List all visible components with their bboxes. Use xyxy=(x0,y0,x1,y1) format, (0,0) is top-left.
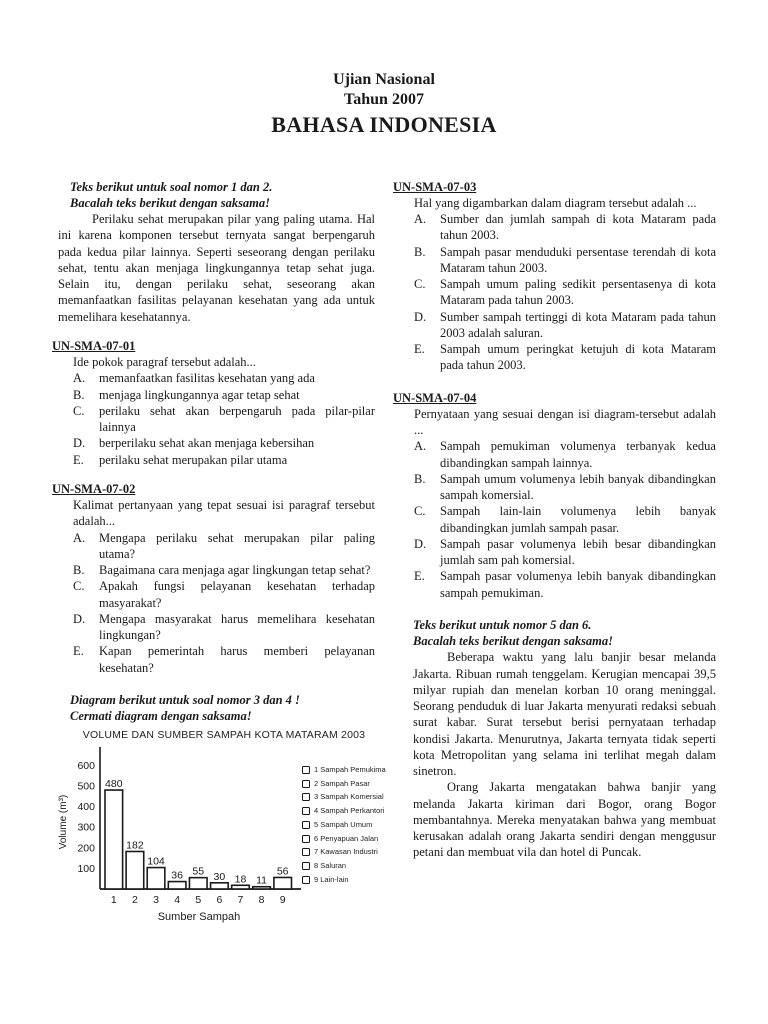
option-row xyxy=(73,562,375,578)
option-letter: C. xyxy=(414,277,426,291)
legend-item xyxy=(302,806,392,816)
option-letter: E. xyxy=(414,569,425,584)
option-text: memanfaatkan fasilitas kesehatan yang ada xyxy=(99,371,315,386)
bar xyxy=(126,851,144,889)
option-text: Bagaimana cara menjaga agar lingkungan tetap sehat? xyxy=(99,563,371,577)
option-text: Apakah fungsi pelayanan kesehatan terhadap masyarakat? xyxy=(99,579,375,610)
question-2-options xyxy=(73,530,375,676)
legend-item xyxy=(302,834,392,844)
option-row xyxy=(73,370,375,386)
bar-value-label: 55 xyxy=(192,865,205,878)
bar xyxy=(253,887,271,889)
y-tick-label: 400 xyxy=(77,800,95,813)
two-column-layout xyxy=(0,179,768,925)
option-letter: D. xyxy=(414,536,427,551)
bar-value-label: 182 xyxy=(126,839,144,852)
y-axis-label: Volume (m³) xyxy=(58,794,69,850)
legend-label: 4 Sampah Perkantori xyxy=(314,806,385,816)
legend-item xyxy=(302,792,392,802)
bar-value-label: 30 xyxy=(213,870,226,883)
option-text: Sampah lain-lain volumenya lebih banyak dibandingkan jumlah sampah pasar. xyxy=(440,504,716,535)
exam-name: Ujian Nasional xyxy=(333,71,435,88)
option-row xyxy=(414,568,716,601)
legend-item xyxy=(302,779,392,789)
question-3-stem: Hal yang digambarkan dalam diagram tersebut adalah ... xyxy=(414,195,697,210)
option-text: Sampah umum peringkat ketujuh di kota Mataram pada tahun 2003. xyxy=(440,342,716,373)
intro-block-1 xyxy=(52,179,375,325)
bar-value-label: 56 xyxy=(276,865,289,878)
option-text: Sampah pasar menduduki persentase terendah di kota Mataram tahun 2003. xyxy=(440,244,716,275)
legend-item xyxy=(302,861,392,871)
option-letter: A. xyxy=(73,371,86,386)
question-2-body xyxy=(73,497,375,676)
diagram-note-line1: Diagram berikut untuk soal nomor 3 dan 4 ! xyxy=(70,692,300,707)
x-tick-label: 3 xyxy=(153,893,159,906)
option-row xyxy=(73,435,375,451)
question-3-code: UN-SMA-07-03 xyxy=(393,179,477,194)
legend-checkbox-icon xyxy=(302,766,310,774)
x-tick-label: 8 xyxy=(258,893,265,906)
legend-checkbox-icon xyxy=(302,793,310,801)
option-letter: B. xyxy=(414,471,426,486)
y-tick-label: 600 xyxy=(77,759,95,772)
option-text: Sumber sampah tertinggi di kota Mataram pada tahun 2003 adalah saluran. xyxy=(440,309,716,340)
bar-chart xyxy=(56,743,302,925)
diagram-note xyxy=(52,692,375,725)
bar xyxy=(211,883,229,889)
option-text: Mengapa masyarakat harus memelihara kesehatan lingkungan? xyxy=(99,611,375,642)
option-letter: E. xyxy=(414,342,425,356)
x-tick-label: 7 xyxy=(237,893,244,906)
x-axis-label: Sumber Sampah xyxy=(157,910,241,923)
bar xyxy=(147,867,165,888)
intro2-lead-line2: Bacalah teks berikut dengan saksama! xyxy=(413,634,614,648)
option-text: berperilaku sehat akan menjaga kebersihan xyxy=(99,436,315,451)
question-1-body xyxy=(73,354,375,468)
option-row xyxy=(414,276,716,309)
option-text: Sampah umum volumenya lebih banyak dibandingkan sampah komersial. xyxy=(440,471,716,502)
bar xyxy=(232,885,250,889)
option-row xyxy=(414,309,716,342)
legend-label: 1 Sampah Pemukima xyxy=(314,764,386,774)
option-row xyxy=(73,387,375,403)
bar xyxy=(189,878,207,889)
legend-checkbox-icon xyxy=(302,807,310,815)
option-letter: B. xyxy=(414,244,426,259)
question-4-body xyxy=(414,406,716,601)
question-1-stem: Ide pokok paragraf tersebut adalah... xyxy=(73,355,256,369)
legend-label: 6 Penyapuan Jalan xyxy=(314,833,379,843)
right-column xyxy=(393,179,716,925)
option-text: Sumber dan jumlah sampah di kota Mataram pada tahun 2003. xyxy=(440,212,716,243)
option-text: Sampah pasar volumenya lebih banyak dibandingkan sampah pemukiman. xyxy=(440,569,716,600)
legend-item xyxy=(302,820,392,830)
bar-value-label: 18 xyxy=(234,873,247,886)
bar xyxy=(105,790,123,889)
question-2-code: UN-SMA-07-02 xyxy=(52,481,136,496)
intro2-paragraph-1: Beberapa waktu yang lalu banjir besar melanda Jakarta. Ribuan rumah tenggelam. Kerugian mencapai 39,5 milyar rupiah dan menelan korban 10 orang meninggal. Seorang penduduk di luar Jakarta menyurati redaksi sebuah surat kabar. Surat tersebut berisi pernyataan terhadap kondisi Jakarta. Menurutnya, Jakarta ternyata tidak seperti kota Metropolitan yang selama ini terlihat megah dalam sinetron. xyxy=(413,650,716,778)
option-text: Mengapa perilaku sehat merupakan pilar paling utama? xyxy=(99,530,375,561)
legend-checkbox-icon xyxy=(302,876,310,884)
question-4-stem: Pernyataan yang sesuai dengan isi diagram-tersebut adalah ... xyxy=(414,406,716,437)
option-row xyxy=(73,611,375,644)
option-row xyxy=(73,578,375,611)
option-letter: A. xyxy=(73,530,86,545)
option-row xyxy=(414,503,716,536)
question-2 xyxy=(52,481,375,676)
y-tick-label: 100 xyxy=(77,862,95,875)
y-tick-label: 500 xyxy=(77,780,95,793)
question-1-options xyxy=(73,370,375,468)
option-letter: B. xyxy=(73,563,85,577)
option-letter: B. xyxy=(73,387,85,402)
intro-block-2 xyxy=(413,617,716,861)
option-text: menjaga lingkungannya agar tetap sehat xyxy=(99,387,300,402)
question-3 xyxy=(393,179,716,374)
option-letter: C. xyxy=(73,403,85,418)
legend-item xyxy=(302,875,392,885)
bar xyxy=(168,881,186,888)
waste-volume-diagram xyxy=(56,729,392,925)
exam-year: Tahun 2007 xyxy=(344,91,424,108)
legend-label: 5 Sampah Umum xyxy=(314,819,373,829)
option-text: perilaku sehat akan berpengaruh pada pilar-pilar lainnya xyxy=(99,403,375,434)
intro2-paragraph-2: Orang Jakarta mengatakan bahwa banjir yang melanda Jakarta kiriman dari Bogor, orang Bogor membantahnya. Mereka menyatakan bahwa yang membuat kerusakan adalah orang Jakarta sendiri dengan menggusur petani dan membuat vila dan hotel di Puncak. xyxy=(413,780,716,860)
x-tick-label: 5 xyxy=(195,893,202,906)
legend-checkbox-icon xyxy=(302,780,310,788)
option-row xyxy=(414,471,716,504)
option-letter: A. xyxy=(414,212,427,226)
option-text: Sampah umum paling sedikit persentasenya di kota Mataram pada tahun 2003. xyxy=(440,277,716,308)
question-1-code: UN-SMA-07-01 xyxy=(52,338,136,353)
legend-checkbox-icon xyxy=(302,862,310,870)
chart-title: VOLUME DAN SUMBER SAMPAH KOTA MATARAM 2003 xyxy=(82,729,366,742)
question-4-options xyxy=(414,438,716,601)
x-tick-label: 9 xyxy=(279,893,286,906)
bar-value-label: 480 xyxy=(105,777,123,790)
diagram-note-line2: Cermati diagram dengan saksama! xyxy=(70,709,252,723)
y-tick-label: 300 xyxy=(77,821,95,834)
option-letter: C. xyxy=(414,504,426,519)
legend-label: 2 Sampah Pasar xyxy=(314,778,370,788)
option-letter: D. xyxy=(414,309,427,324)
option-row xyxy=(414,341,716,374)
option-letter: E. xyxy=(73,452,84,467)
legend-checkbox-icon xyxy=(302,821,310,829)
option-letter: A. xyxy=(414,439,427,454)
left-column xyxy=(52,179,386,925)
legend-label: 8 Saluran xyxy=(314,861,347,871)
bar-value-label: 104 xyxy=(147,855,165,868)
option-letter: D. xyxy=(73,611,86,626)
x-tick-label: 6 xyxy=(216,893,223,906)
legend-checkbox-icon xyxy=(302,835,310,843)
option-text: Kapan pemerintah harus memberi pelayanan kesehatan? xyxy=(99,644,375,675)
exam-header xyxy=(0,0,768,139)
option-text: Sampah pemukiman volumenya terbanyak kedua dibandingkan sampah lainnya. xyxy=(440,439,716,470)
intro2-lead-line1: Teks berikut untuk nomor 5 dan 6. xyxy=(413,617,592,632)
x-tick-label: 2 xyxy=(131,893,138,906)
legend-item xyxy=(302,847,392,857)
question-4-code: UN-SMA-07-04 xyxy=(393,390,477,405)
option-row xyxy=(414,536,716,569)
legend-checkbox-icon xyxy=(302,848,310,856)
bar xyxy=(274,877,292,889)
option-letter: C. xyxy=(73,579,85,594)
bar-value-label: 11 xyxy=(256,874,268,887)
y-tick-label: 200 xyxy=(77,842,95,855)
option-row xyxy=(73,643,375,676)
legend-item xyxy=(302,765,392,775)
option-text: perilaku sehat merupakan pilar utama xyxy=(99,452,288,467)
legend-label: 7 Kawasan Industri xyxy=(314,847,378,857)
option-row xyxy=(414,438,716,471)
option-text: Sampah pasar volumenya lebih besar dibandingkan jumlah sam pah komersial. xyxy=(440,536,716,567)
page-title: BAHASA INDONESIA xyxy=(271,112,497,137)
chart-area xyxy=(56,743,392,925)
intro1-lead-line1: Teks berikut untuk soal nomor 1 dan 2. xyxy=(70,179,273,194)
question-3-body xyxy=(414,195,716,374)
x-tick-label: 1 xyxy=(110,893,117,906)
option-row xyxy=(414,211,716,244)
option-row xyxy=(414,244,716,277)
intro1-paragraph: Perilaku sehat merupakan pilar yang paling utama. Hal ini karena komponen tersebut ternyata sangat berpengaruh pada kedua pilar lainnya. Seperti seseorang dengan perilaku sehat, tentu akan menjaga lingkungannya tetap sehat juga. Selain itu, dengan perilaku sehat, seseorang akan memanfaatkan fasilitas pelayanan kesehatan yang ada untuk memelihara kesehatannya. xyxy=(58,212,375,324)
legend-label: 3 Sampah Komersial xyxy=(314,792,384,802)
bar-value-label: 36 xyxy=(171,869,183,882)
option-row xyxy=(73,452,375,468)
option-row xyxy=(73,530,375,563)
question-2-stem: Kalimat pertanyaan yang tepat sesuai isi paragraf tersebut adalah... xyxy=(73,498,375,529)
chart-legend xyxy=(302,765,392,889)
option-letter: E. xyxy=(73,644,84,659)
intro1-lead-line2: Bacalah teks berikut dengan saksama! xyxy=(70,195,271,210)
x-tick-label: 4 xyxy=(174,893,181,906)
question-1 xyxy=(52,338,375,468)
option-letter: D. xyxy=(73,436,86,451)
question-3-options xyxy=(414,211,716,374)
option-row xyxy=(73,403,375,436)
question-4 xyxy=(393,390,716,601)
legend-label: 9 Lain-lain xyxy=(314,874,349,884)
